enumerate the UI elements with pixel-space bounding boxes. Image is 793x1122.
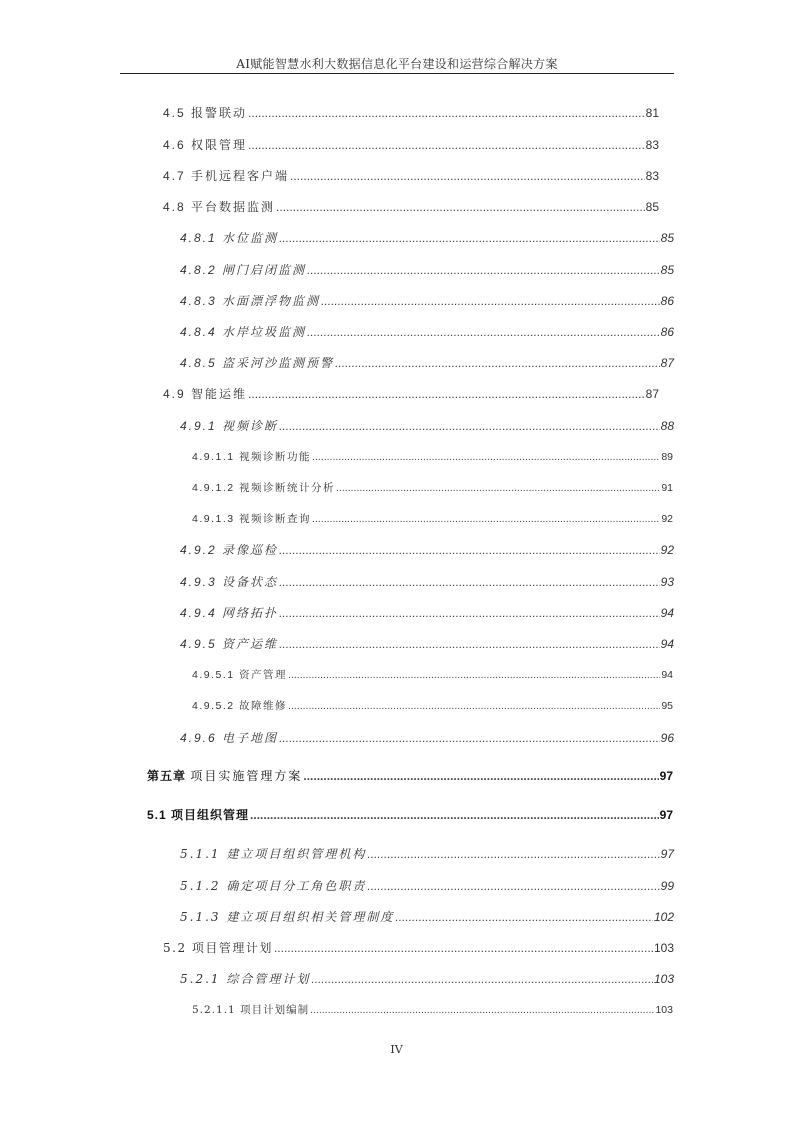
toc-page-number: 85 bbox=[660, 231, 674, 245]
toc-entry-4-9-1-1[interactable] bbox=[192, 449, 673, 464]
toc-entry-5-2-1-1[interactable] bbox=[192, 1002, 673, 1017]
toc-entry-label: 5.2 项目管理计划 bbox=[163, 941, 273, 955]
toc-page-number: 92 bbox=[661, 513, 673, 525]
toc-entry-label: 4.9.1 视频诊断 bbox=[180, 419, 279, 433]
toc-entry-label: 5.1.1 建立项目组织管理机构 bbox=[180, 847, 367, 861]
leader-dots bbox=[307, 263, 660, 277]
toc-entry-label: 4.8.4 水岸垃圾监测 bbox=[180, 325, 307, 339]
toc-entry-label: 4.9.5 资产运维 bbox=[180, 637, 279, 651]
toc-page-number: 95 bbox=[661, 700, 673, 712]
toc-page-number: 94 bbox=[660, 637, 674, 651]
leader-dots bbox=[395, 910, 653, 924]
toc-entry-4-9-1-3[interactable] bbox=[192, 511, 673, 526]
leader-dots bbox=[279, 606, 660, 620]
leader-dots bbox=[335, 356, 660, 370]
toc-page-number: 103 bbox=[653, 972, 674, 986]
toc-entry-4-9-3[interactable] bbox=[180, 573, 674, 590]
leader-dots bbox=[279, 575, 660, 589]
toc-page-number: 85 bbox=[660, 263, 674, 277]
leader-dots bbox=[248, 106, 645, 120]
toc-page-number: 89 bbox=[661, 451, 673, 463]
leader-dots bbox=[312, 513, 660, 525]
toc-entry-4-8-1[interactable] bbox=[180, 229, 674, 246]
toc-page-number: 86 bbox=[660, 325, 674, 339]
toc-entry-5-1-3[interactable] bbox=[180, 908, 674, 925]
toc-page-number: 93 bbox=[660, 575, 674, 589]
toc-entry-5-1[interactable] bbox=[147, 806, 673, 823]
toc-entry-label: 4.7 手机远程客户端 bbox=[163, 169, 290, 183]
leader-dots bbox=[303, 769, 658, 783]
toc-entry-4-8-5[interactable] bbox=[180, 354, 674, 371]
toc-entry-4-9-5-2[interactable] bbox=[192, 698, 673, 713]
toc-page-number: 83 bbox=[645, 138, 659, 152]
toc-entry-5-2-1[interactable] bbox=[180, 970, 674, 987]
toc-page-number: 87 bbox=[645, 387, 659, 401]
toc-entry-label: 4.9.5.2 故障维修 bbox=[192, 700, 288, 712]
toc-entry-5-2[interactable] bbox=[163, 939, 674, 956]
toc-entry-label: 5.1 项目组织管理 bbox=[147, 808, 250, 822]
running-header: AI赋能智慧水利大数据信息化平台建设和运营综合解决方案 bbox=[236, 57, 558, 71]
toc-page-number: 96 bbox=[660, 731, 674, 745]
leader-dots bbox=[250, 808, 659, 822]
toc-entry-label: 4.5 报警联动 bbox=[163, 106, 248, 120]
toc-entry-4-9-6[interactable] bbox=[180, 729, 674, 746]
toc-page-number: 97 bbox=[659, 808, 673, 822]
toc-page-number: 88 bbox=[660, 419, 674, 433]
leader-dots bbox=[307, 325, 660, 339]
toc-entry-4-9-5[interactable] bbox=[180, 635, 674, 652]
header-rule bbox=[120, 73, 674, 74]
toc-entry-5-1-1[interactable] bbox=[180, 845, 674, 862]
toc-entry-label: 5.1.2 确定项目分工角色职责 bbox=[180, 879, 367, 893]
leader-dots bbox=[279, 231, 660, 245]
toc-page-number: 91 bbox=[661, 482, 673, 494]
toc-entry-4-9-5-1[interactable] bbox=[192, 667, 673, 682]
toc-entry-label: 4.8.5 盗采河沙监测预警 bbox=[180, 356, 335, 370]
toc-page-number: 92 bbox=[660, 543, 674, 557]
leader-dots bbox=[276, 200, 645, 214]
toc-entry-4-9-2[interactable] bbox=[180, 541, 674, 558]
toc-entry-4-6[interactable] bbox=[163, 136, 659, 153]
toc-entry-label: 第五章 项目实施管理方案 bbox=[147, 769, 303, 783]
leader-dots bbox=[310, 1004, 654, 1016]
toc-entry-label: 4.6 权限管理 bbox=[163, 138, 248, 152]
toc-entry-4-8-3[interactable] bbox=[180, 292, 674, 309]
toc-entry-chapter-5[interactable] bbox=[147, 767, 673, 784]
leader-dots bbox=[312, 451, 660, 463]
leader-dots bbox=[336, 482, 660, 494]
leader-dots bbox=[367, 879, 659, 893]
toc-page-number: 103 bbox=[655, 1004, 673, 1016]
toc-entry-4-8[interactable] bbox=[163, 198, 659, 215]
page-number-footer: IV bbox=[390, 1043, 403, 1056]
leader-dots bbox=[288, 669, 660, 681]
toc-entry-label: 4.8 平台数据监测 bbox=[163, 200, 276, 214]
toc-page-number: 94 bbox=[661, 669, 673, 681]
toc-entry-4-9-4[interactable] bbox=[180, 604, 674, 621]
toc-page-number: 85 bbox=[645, 200, 659, 214]
toc-page-number: 87 bbox=[660, 356, 674, 370]
toc-page-number: 94 bbox=[660, 606, 674, 620]
leader-dots bbox=[279, 731, 660, 745]
toc-page-number: 83 bbox=[645, 169, 659, 183]
toc-entry-label: 4.9.3 设备状态 bbox=[180, 575, 279, 589]
leader-dots bbox=[288, 700, 660, 712]
toc-entry-label: 4.9.4 网络拓扑 bbox=[180, 606, 279, 620]
leader-dots bbox=[274, 941, 653, 955]
toc-entry-label: 5.1.3 建立项目组织相关管理制度 bbox=[180, 910, 395, 924]
leader-dots bbox=[248, 138, 645, 152]
toc-page-number: 97 bbox=[660, 847, 674, 861]
leader-dots bbox=[248, 387, 645, 401]
toc-page-number: 86 bbox=[660, 294, 674, 308]
toc-entry-label: 4.8.1 水位监测 bbox=[180, 231, 279, 245]
toc-entry-4-5[interactable] bbox=[163, 104, 659, 121]
toc-entry-4-7[interactable] bbox=[163, 167, 659, 184]
toc-entry-4-9-1-2[interactable] bbox=[192, 480, 673, 495]
leader-dots bbox=[279, 637, 660, 651]
toc-entry-4-9-1[interactable] bbox=[180, 417, 674, 434]
toc-entry-label: 4.8.2 闸门启闭监测 bbox=[180, 263, 307, 277]
leader-dots bbox=[367, 847, 659, 861]
toc-entry-4-9[interactable] bbox=[163, 385, 659, 402]
leader-dots bbox=[311, 972, 653, 986]
toc-entry-4-8-4[interactable] bbox=[180, 323, 674, 340]
leader-dots bbox=[290, 169, 645, 183]
leader-dots bbox=[279, 419, 660, 433]
toc-entry-label: 4.9.5.1 资产管理 bbox=[192, 669, 288, 681]
toc-page-number: 81 bbox=[645, 106, 659, 120]
toc-entry-label: 5.2.1 综合管理计划 bbox=[180, 972, 311, 986]
leader-dots bbox=[321, 294, 660, 308]
toc-entry-label: 5.2.1.1 项目计划编制 bbox=[192, 1004, 310, 1016]
leader-dots bbox=[279, 543, 660, 557]
toc-page-number: 97 bbox=[659, 769, 673, 783]
toc-entry-4-8-2[interactable] bbox=[180, 261, 674, 278]
toc-entry-label: 4.9 智能运维 bbox=[163, 387, 248, 401]
toc-entry-5-1-2[interactable] bbox=[180, 877, 674, 894]
toc-entry-label: 4.9.1.2 视频诊断统计分析 bbox=[192, 482, 336, 494]
toc-page-number: 102 bbox=[653, 910, 674, 924]
toc-entry-label: 4.9.2 录像巡检 bbox=[180, 543, 279, 557]
toc-page-number: 103 bbox=[653, 941, 674, 955]
toc-entry-label: 4.9.1.3 视频诊断查询 bbox=[192, 513, 312, 525]
toc-page-number: 99 bbox=[660, 879, 674, 893]
toc-entry-label: 4.9.1.1 视频诊断功能 bbox=[192, 451, 312, 463]
toc-entry-label: 4.9.6 电子地图 bbox=[180, 731, 279, 745]
toc-entry-label: 4.8.3 水面漂浮物监测 bbox=[180, 294, 321, 308]
